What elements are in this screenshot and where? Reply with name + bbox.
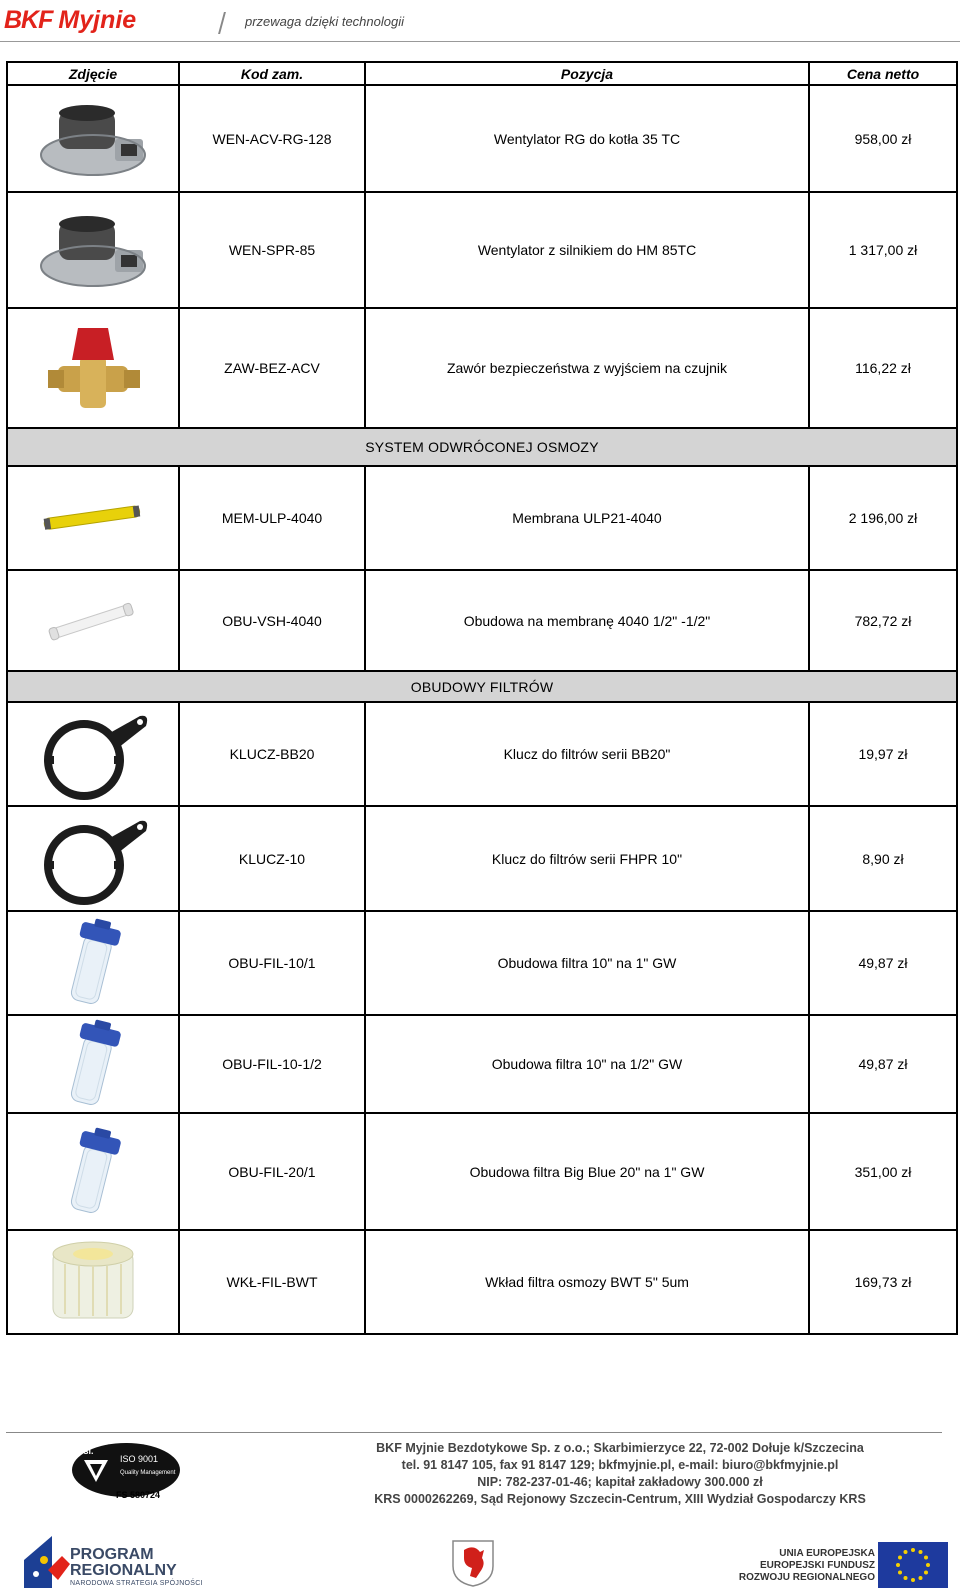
product-price: 49,87 zł	[809, 1015, 957, 1113]
product-code: OBU-FIL-10-1/2	[179, 1015, 365, 1113]
ue-line: ROZWOJU REGIONALNEGO	[738, 1572, 875, 1583]
filter-housing-icon	[8, 1124, 178, 1220]
table-row	[7, 466, 957, 570]
bsi-text: bsi.	[78, 1446, 94, 1456]
table-row	[7, 1015, 957, 1113]
eu-star-icon	[924, 1556, 928, 1560]
section-title: SYSTEM ODWRÓCONEJ OSMOZY	[7, 428, 957, 466]
product-code: WKŁ-FIL-BWT	[179, 1230, 365, 1334]
ue-line: EUROPEJSKI FUNDUSZ	[759, 1560, 875, 1571]
fan-motor-icon	[8, 208, 178, 292]
eu-star-icon	[919, 1576, 923, 1580]
membrane-icon	[8, 498, 178, 538]
eu-star-icon	[926, 1563, 930, 1567]
footer-rule	[6, 1432, 942, 1433]
filter-wrench-icon	[8, 811, 178, 907]
product-price: 19,97 zł	[809, 702, 957, 806]
safety-valve-icon	[8, 320, 178, 416]
product-price: 351,00 zł	[809, 1113, 957, 1230]
eu-star-icon	[919, 1550, 923, 1554]
logo-word: Myjnie	[58, 5, 137, 34]
table-row	[7, 192, 957, 308]
bkf-logo	[4, 4, 136, 36]
company-line: NIP: 782-237-01-46; kapitał zakładowy 300.000 zł	[477, 1475, 763, 1489]
table-row	[7, 1113, 957, 1230]
product-code: OBU-FIL-10/1	[179, 911, 365, 1015]
eu-flag-icon	[878, 1542, 948, 1588]
product-code: KLUCZ-BB20	[179, 702, 365, 806]
table-header-row	[7, 62, 957, 85]
product-name: Obudowa na membranę 4040 1/2" -1/2"	[365, 570, 809, 671]
filter-cartridge-icon	[8, 1234, 178, 1330]
company-line: BKF Myjnie Bezdotykowe Sp. z o.o.; Skarbimierzyce 22, 72-002 Dołuje k/Szczecina	[376, 1441, 864, 1455]
filter-housing-icon	[8, 915, 178, 1011]
program-regionalny-icon	[18, 1530, 78, 1590]
product-photo	[7, 806, 179, 911]
program-caption: NARODOWA STRATEGIA SPÓJNOŚCI	[70, 1580, 203, 1587]
filter-wrench-icon	[8, 706, 178, 802]
column-header-price: Cena netto	[809, 62, 957, 85]
table-row	[7, 911, 957, 1015]
program-title: PROGRAM	[70, 1546, 154, 1563]
column-header-photo: Zdjęcie	[7, 62, 179, 85]
product-photo	[7, 1015, 179, 1113]
product-photo	[7, 192, 179, 308]
eu-star-icon	[911, 1578, 915, 1582]
tagline: przewaga dzięki technologii	[245, 14, 404, 29]
eu-fund-caption	[725, 1548, 875, 1584]
company-info	[300, 1440, 940, 1508]
product-price: 782,72 zł	[809, 570, 957, 671]
product-name: Obudowa filtra 10" na 1" GW	[365, 911, 809, 1015]
product-price: 116,22 zł	[809, 308, 957, 428]
product-name: Wentylator z silnikiem do HM 85TC	[365, 192, 809, 308]
bsi-cert-number: FS 580724	[116, 1490, 161, 1500]
product-code: KLUCZ-10	[179, 806, 365, 911]
product-price: 958,00 zł	[809, 85, 957, 192]
table-row	[7, 702, 957, 806]
membrane-housing-icon	[8, 596, 178, 646]
section-title: OBUDOWY FILTRÓW	[7, 671, 957, 702]
header-rule	[0, 41, 960, 42]
table-row	[7, 85, 957, 192]
section-header-row	[7, 428, 957, 466]
table-row	[7, 1230, 957, 1334]
eu-star-icon	[896, 1563, 900, 1567]
product-name: Obudowa filtra 10" na 1/2" GW	[365, 1015, 809, 1113]
eu-star-icon	[898, 1556, 902, 1560]
header-divider	[218, 12, 226, 34]
product-price: 49,87 zł	[809, 911, 957, 1015]
product-photo	[7, 308, 179, 428]
product-photo	[7, 466, 179, 570]
product-photo	[7, 570, 179, 671]
product-photo	[7, 85, 179, 192]
ue-line: UNIA EUROPEJSKA	[779, 1548, 875, 1559]
fan-motor-icon	[8, 97, 178, 181]
product-photo	[7, 911, 179, 1015]
product-code: WEN-SPR-85	[179, 192, 365, 308]
eu-star-icon	[904, 1576, 908, 1580]
product-code: ZAW-BEZ-ACV	[179, 308, 365, 428]
product-code: OBU-VSH-4040	[179, 570, 365, 671]
eu-star-icon	[911, 1548, 915, 1552]
product-name: Zawór bezpieczeństwa z wyjściem na czujnik	[365, 308, 809, 428]
product-price: 1 317,00 zł	[809, 192, 957, 308]
table-row	[7, 570, 957, 671]
page-header	[0, 0, 960, 44]
griffin-crest-icon	[450, 1538, 496, 1588]
product-code: MEM-ULP-4040	[179, 466, 365, 570]
column-header-code: Kod zam.	[179, 62, 365, 85]
product-name: Obudowa filtra Big Blue 20" na 1" GW	[365, 1113, 809, 1230]
product-price: 2 196,00 zł	[809, 466, 957, 570]
product-photo	[7, 702, 179, 806]
eu-star-icon	[904, 1550, 908, 1554]
price-table	[6, 61, 958, 1335]
table-row	[7, 806, 957, 911]
product-name: Wentylator RG do kotła 35 TC	[365, 85, 809, 192]
product-price: 169,73 zł	[809, 1230, 957, 1334]
company-line: tel. 91 8147 105, fax 91 8147 129; bkfmyjnie.pl, e-mail: biuro@bkfmyjnie.pl	[401, 1458, 839, 1472]
table-row	[7, 308, 957, 428]
product-photo	[7, 1230, 179, 1334]
product-price: 8,90 zł	[809, 806, 957, 911]
product-name: Klucz do filtrów serii BB20"	[365, 702, 809, 806]
product-photo	[7, 1113, 179, 1230]
column-header-item: Pozycja	[365, 62, 809, 85]
product-name: Klucz do filtrów serii FHPR 10"	[365, 806, 809, 911]
eu-star-icon	[898, 1571, 902, 1575]
product-name: Membrana ULP21-4040	[365, 466, 809, 570]
section-header-row	[7, 671, 957, 702]
product-code: WEN-ACV-RG-128	[179, 85, 365, 192]
program-subtitle: REGIONALNY	[70, 1562, 177, 1579]
eu-star-icon	[924, 1571, 928, 1575]
company-line: KRS 0000262269, Sąd Rejonowy Szczecin-Centrum, XIII Wydział Gospodarczy KRS	[374, 1492, 866, 1506]
iso-sub-text: Quality Management	[120, 1470, 176, 1476]
logo-mark: BKF	[4, 5, 53, 34]
product-name: Wkład filtra osmozy BWT 5" 5um	[365, 1230, 809, 1334]
iso-text: ISO 9001	[120, 1454, 159, 1464]
filter-housing-icon	[8, 1016, 178, 1112]
product-code: OBU-FIL-20/1	[179, 1113, 365, 1230]
